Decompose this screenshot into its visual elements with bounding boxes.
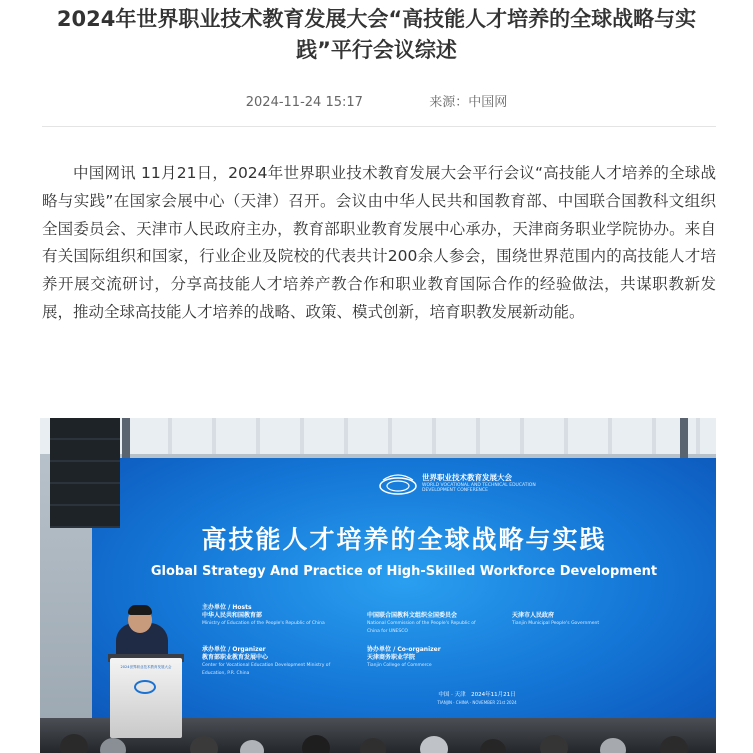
screen-title-en: Global Strategy And Practice of High-Skilled Workforce Development [150, 564, 658, 579]
publish-date: 2024-11-24 15:17 [245, 95, 363, 110]
audience [40, 718, 716, 753]
event-date-en: TIANJIN · CHINA · NOVEMBER 21st 2024 [437, 700, 517, 705]
divider [42, 126, 716, 127]
podium-label: 2024世界职业技术教育发展大会 [120, 665, 172, 669]
event-date: 中国 · 天津 2024年11月21日 [438, 692, 516, 698]
organizer-block: 承办单位 / Organizer 教育部职业教育发展中心 Center for Vocational Education Development Ministry of Education, P.R. China [202, 646, 331, 676]
hosts-block: 主办单位 / Hosts 中华人民共和国教育部 Ministry of Education of the People's Republic of China [202, 604, 325, 626]
article-paragraph: 中国网讯 11月21日，2024年世界职业技术教育发展大会平行会议“高技能人才培养的全球战略与实践”在国家会展中心（天津）召开。会议由中华人民共和国教育部、中国联合国教科文组织全国委员会、天津市人民政府主办，教育部职业教育发展中心承办，天津商务职业学院协办。来自有关国际组织和国家，行业企业及院校的代表共计200余人参会，围绕世界范围内的高技能人才培养开展交流研讨，分享高技能人才培养产教合作和职业教育国际合作的经验做法，共谋职教新发展，推动全球高技能人才培养的战略、政策、模式创新，培育职教发展新动能。 [42, 164, 716, 321]
conference-logo-icon [377, 470, 419, 498]
conference-name-en: WORLD VOCATIONAL AND TECHNICAL EDUCATION DEVELOPMENT CONFERENCE [422, 483, 536, 493]
coorganizer-block: 协办单位 / Co-organizer 天津商务职业学院 Tianjin College of Commerce [367, 646, 441, 668]
podium-emblem-icon [134, 680, 156, 694]
conference-name: 世界职业技术教育发展大会 [422, 473, 512, 482]
host2-block: 中国联合国教科文组织全国委员会 National Commission of the People's Republic of China for UNESCO [367, 612, 476, 634]
speaker-stack [50, 418, 120, 528]
screen-title: 高技能人才培养的全球战略与实践 [201, 525, 607, 554]
article-source: 来源：中国网 [429, 95, 508, 110]
article-title: 2024年世界职业技术教育发展大会“高技能人才培养的全球战略与实践”平行会议综述 [56, 7, 697, 62]
host3-block: 天津市人民政府 Tianjin Municipal People's Government [512, 612, 600, 626]
article-meta [0, 94, 753, 112]
conference-photo [40, 418, 716, 753]
ceiling [40, 418, 716, 454]
stage-screen [92, 458, 716, 733]
